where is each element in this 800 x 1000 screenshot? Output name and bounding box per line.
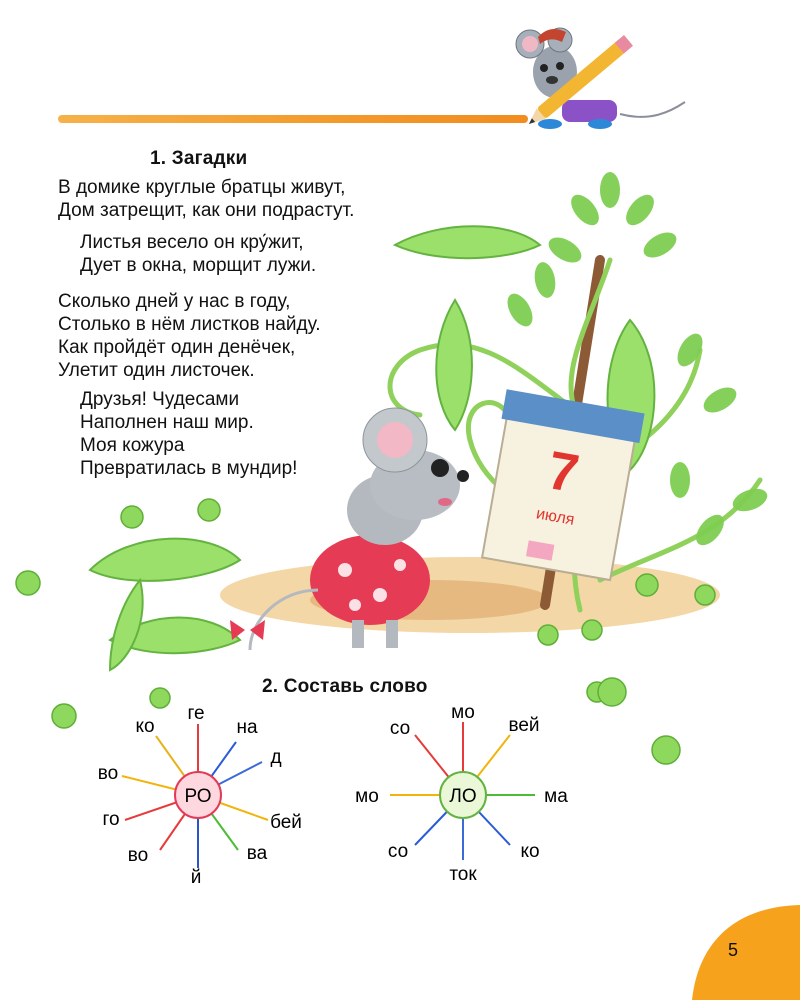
riddle-line: Друзья! Чудесами: [80, 389, 240, 410]
syllable-va: ва: [246, 843, 268, 864]
riddle-line: Сколько дней у нас в году,: [58, 291, 291, 312]
header-orange-line: [58, 115, 528, 123]
syllable-y: й: [190, 867, 202, 888]
wheel-center-lo: ЛО: [449, 786, 477, 807]
riddle-line: Как пройдёт один денёчек,: [58, 337, 296, 358]
syllable-ge: ге: [187, 703, 205, 724]
syllable-wheels: [0, 690, 800, 900]
riddle-line: Превратилась в мундир!: [80, 458, 298, 479]
riddle-line: Наполнен наш мир.: [80, 412, 254, 433]
riddle-line: Моя кожура: [80, 435, 185, 456]
riddle-line: Улетит один листочек.: [58, 360, 255, 381]
calendar-month: июля: [534, 505, 576, 529]
page-number: 5: [728, 940, 739, 960]
mouse-with-pencil-illustration: [500, 22, 700, 132]
syllable-so: со: [389, 718, 411, 739]
syllable-vo: во: [97, 763, 119, 784]
syllable-d: д: [270, 747, 282, 768]
page-corner-tab: [692, 905, 800, 1000]
calendar-day: 7: [543, 440, 584, 505]
riddle-line: В домике круглые братцы живут,: [58, 177, 346, 198]
syllable-na: на: [236, 717, 258, 738]
syllable-mo: мо: [355, 786, 379, 807]
syllable-mo: мо: [451, 702, 475, 723]
syllable-so: со: [387, 841, 409, 862]
wheel-center-ro: РО: [184, 786, 212, 807]
riddle-line: Дует в окна, морщит лужи.: [80, 255, 317, 276]
syllable-ko: ко: [520, 841, 540, 862]
wheel-ro: [98, 703, 302, 888]
section-title-make-word: 2. Составь слово: [262, 676, 428, 697]
syllable-tok: ток: [449, 864, 477, 885]
syllable-bey: бей: [270, 812, 302, 833]
syllable-go: го: [102, 809, 120, 830]
riddle-line: Листья весело он кру́жит,: [80, 232, 304, 253]
syllable-vo: во: [127, 845, 149, 866]
syllable-ma: ма: [544, 786, 568, 807]
syllable-vey: вей: [508, 715, 540, 736]
syllable-ko: ко: [135, 716, 155, 737]
section-title-riddles: 1. Загадки: [150, 148, 248, 169]
wheel-lo: [355, 702, 568, 885]
riddle-line: Дом затрещит, как они подрастут.: [58, 200, 355, 221]
riddle-line: Столько в нём листков найду.: [58, 314, 321, 335]
